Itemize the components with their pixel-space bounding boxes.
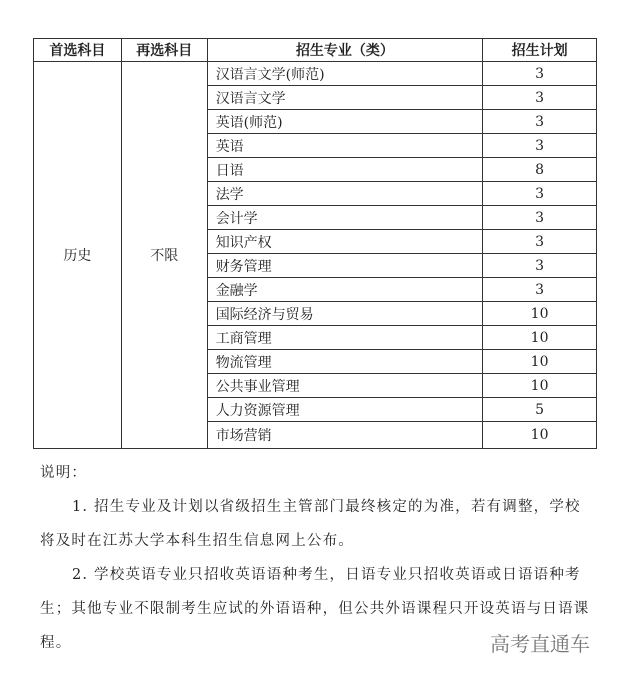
second-subject-cell: 不限: [121, 62, 207, 449]
notes-heading: 说明：: [40, 465, 88, 481]
major-cell: 市场营销: [207, 422, 483, 449]
plan-cell: 10: [483, 422, 597, 449]
major-cell: 金融学: [207, 278, 483, 302]
major-cell: 汉语言文学: [207, 86, 483, 110]
major-cell: 英语: [207, 134, 483, 158]
first-subject-cell: 历史: [34, 62, 122, 449]
major-cell: 法学: [207, 182, 483, 206]
table-row: [34, 62, 597, 86]
plan-cell: 3: [483, 206, 597, 230]
plan-cell: 10: [483, 374, 597, 398]
plan-cell: 3: [483, 278, 597, 302]
header-first-subject: 首选科目: [34, 39, 122, 62]
plan-cell: 10: [483, 350, 597, 374]
plan-cell: 8: [483, 158, 597, 182]
note-item: 1. 招生专业及计划以省级招生主管部门最终核定的为准，若有调整，学校将及时在江苏大学本科生招生信息网上公布。: [40, 499, 581, 549]
plan-cell: 3: [483, 86, 597, 110]
major-cell: 日语: [207, 158, 483, 182]
major-cell: 财务管理: [207, 254, 483, 278]
plan-cell: 3: [483, 182, 597, 206]
header-plan: 招生计划: [483, 39, 597, 62]
table-header: [34, 39, 597, 62]
plan-cell: 3: [483, 254, 597, 278]
major-cell: 人力资源管理: [207, 398, 483, 422]
major-cell: 英语(师范): [207, 110, 483, 134]
major-cell: 公共事业管理: [207, 374, 483, 398]
plan-cell: 10: [483, 326, 597, 350]
plan-cell: 3: [483, 110, 597, 134]
major-cell: 物流管理: [207, 350, 483, 374]
major-cell: 知识产权: [207, 230, 483, 254]
plan-cell: 5: [483, 398, 597, 422]
watermark: 高考直通车: [490, 632, 590, 656]
major-cell: 会计学: [207, 206, 483, 230]
header-major: 招生专业（类）: [207, 39, 483, 62]
plan-cell: 3: [483, 230, 597, 254]
plan-cell: 10: [483, 302, 597, 326]
plan-cell: 3: [483, 62, 597, 86]
header-second-subject: 再选科目: [121, 39, 207, 62]
major-cell: 汉语言文学(师范): [207, 62, 483, 86]
major-cell: 工商管理: [207, 326, 483, 350]
enrollment-table: [33, 38, 597, 449]
note-item: 2. 学校英语专业只招收英语语种考生，日语专业只招收英语或日语语种考生；其他专业不限制考生应试的外语语种，但公共外语课程只开设英语与日语课程。: [40, 567, 590, 651]
plan-cell: 3: [483, 134, 597, 158]
major-cell: 国际经济与贸易: [207, 302, 483, 326]
